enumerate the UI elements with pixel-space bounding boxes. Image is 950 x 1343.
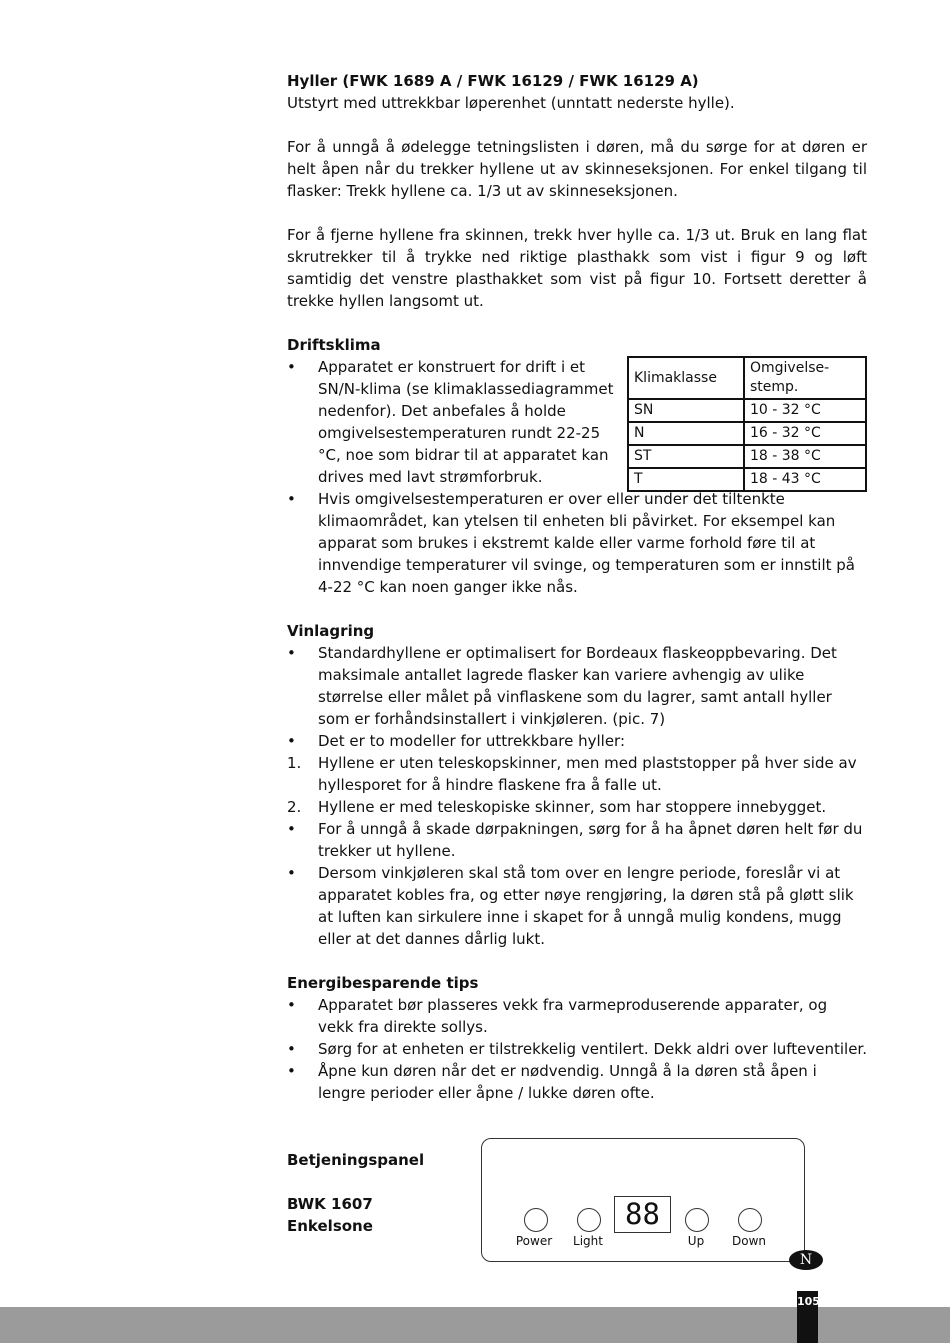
control-zone: Enkelsone [287,1217,373,1235]
table-header-class: Klimaklasse [628,357,744,399]
list-item-text: Apparatet bør plasseres vekk fra varmeproduserende apparater, og vekk fra direkte sollys. [318,996,828,1036]
control-model: BWK 1607 [287,1195,373,1213]
list-item [287,796,867,818]
list-item [287,488,867,598]
climate-section [287,356,867,598]
light-button-icon [577,1208,601,1232]
list-item-text: Dersom vinkjøleren skal stå tom over en lengre periode, foreslår vi at apparatet kobles fra, og etter nøye rengjøring, la døren stå på gløtt slik at luften kan sirkulere inne i skapet for å unngå mulig kondens, mugg eller at det dannes dårlig lukt. [318,864,854,948]
page-content [287,70,867,1104]
table-cell-class: SN [628,399,744,422]
list-item [287,752,867,796]
up-button-icon [685,1208,709,1232]
wine-list [287,642,867,950]
table-cell-class: T [628,468,744,491]
list-item-text: Standardhyllene er optimalisert for Bordeaux flaskeoppbevaring. Det maksimale antallet lagrede flasker kan variere avhengig av ulike størrelse eller målet på vinflaskene som du lagrer, samt antall hyller som er forhåndsinstallert i vinkjøleren. (pic. 7) [318,644,837,728]
climate-list [287,356,867,598]
table-header-temp: Omgivelse-stemp. [744,357,866,399]
list-item-text: Sørg for at enheten er tilstrekkelig ventilert. Dekk aldri over lufteventiler. [318,1040,867,1058]
list-item-text: Hyllene er med teleskopiske skinner, som har stoppere innebygget. [318,798,827,816]
table-cell-class: ST [628,445,744,468]
bullet-marker: • [287,1040,296,1058]
bullet-marker: • [287,644,296,662]
wine-heading: Vinlagring [287,622,375,640]
bullet-marker: • [287,996,296,1014]
energy-list [287,994,867,1104]
list-item [287,1038,867,1060]
temperature-display [614,1196,671,1233]
list-item-text: Det er to modeller for uttrekkbare hyller: [318,732,626,750]
list-item [287,862,867,950]
energy-heading: Energibesparende tips [287,974,479,992]
bullet-marker: • [287,358,296,376]
list-item [287,356,867,488]
table-cell-temp: 18 - 38 °C [744,445,866,468]
number-marker: 2. [287,798,302,816]
bullet-marker: • [287,820,296,838]
display-digits: 88 [625,1197,660,1231]
bullet-marker: • [287,1062,296,1080]
page-number: 105 [797,1291,818,1343]
table-cell-temp: 16 - 32 °C [744,422,866,445]
number-marker: 1. [287,754,302,772]
list-item [287,818,867,862]
table-cell-temp: 10 - 32 °C [744,399,866,422]
power-button-icon [524,1208,548,1232]
shelves-heading: Hyller (FWK 1689 A / FWK 16129 / FWK 16129 A) [287,72,699,90]
up-button-label: Up [687,1234,705,1248]
list-item [287,730,867,752]
table-cell-temp: 18 - 43 °C [744,468,866,491]
list-item-text: Hyllene er uten teleskopskinner, men med plaststopper på hver side av hyllesporet for å hindre flaskene fra å falle ut. [318,754,857,794]
table-cell-class: N [628,422,744,445]
bullet-marker: • [287,490,296,508]
list-item [287,1060,867,1104]
list-item-text: Hvis omgivelsestemperaturen er over eller under det tiltenkte klimaområdet, kan ytelsen til enheten bli påvirket. For eksempel kan apparat som brukes i ekstremt kalde eller varme forhold føre til at innvendige temperaturer vil svinge, og temperaturen som er innstilt på 4-22 °C kan noen ganger ikke nås. [318,490,855,596]
bullet-marker: • [287,864,296,882]
list-item-text: Åpne kun døren når det er nødvendig. Unngå å la døren stå åpen i lengre perioder eller åpne / lukke døren ofte. [318,1062,817,1102]
bullet-marker: • [287,732,296,750]
down-button-label: Down [731,1234,766,1248]
list-item-text: For å unngå å skade dørpakningen, sørg for å ha åpnet døren helt før du trekker ut hyllene. [318,820,863,860]
language-badge: N [789,1250,823,1270]
control-heading: Betjeningspanel [287,1151,425,1169]
light-button-label: Light [573,1234,603,1248]
down-button-icon [738,1208,762,1232]
control-panel-illustration [481,1138,805,1262]
power-button-label: Power [515,1234,553,1248]
list-item [287,994,867,1038]
shelves-paragraph-2: For å fjerne hyllene fra skinnen, trekk hver hylle ca. 1/3 ut. Bruk en lang flat skrutrekker til å trykke ned riktige plasthakk som vist i figur 9 og løft samtidig det venstre plasthakket som vist på figur 10. Fortsett deretter å trekke hyllen langsomt ut. [287,226,867,310]
shelves-intro: Utstyrt med uttrekkbar løperenhet (unntatt nederste hylle). [287,94,735,112]
control-panel-labels [287,1149,424,1237]
list-item-text: Apparatet er konstruert for drift i et SN/N-klima (se klimaklassediagrammet nedenfor). Det anbefales å holde omgivelsestemperaturen rundt 22-25 °C, noe som bidrar til at apparatet kan drives med lavt strømforbruk. [318,358,614,486]
list-item [287,642,867,730]
climate-heading: Driftsklima [287,336,381,354]
shelves-paragraph-1: For å unngå å ødelegge tetningslisten i døren, må du sørge for at døren er helt åpen når du trekker hyllene ut av skinneseksjonen. For enkel tilgang til flasker: Trekk hyllene ca. 1/3 ut av skinneseksjonen. [287,138,867,200]
